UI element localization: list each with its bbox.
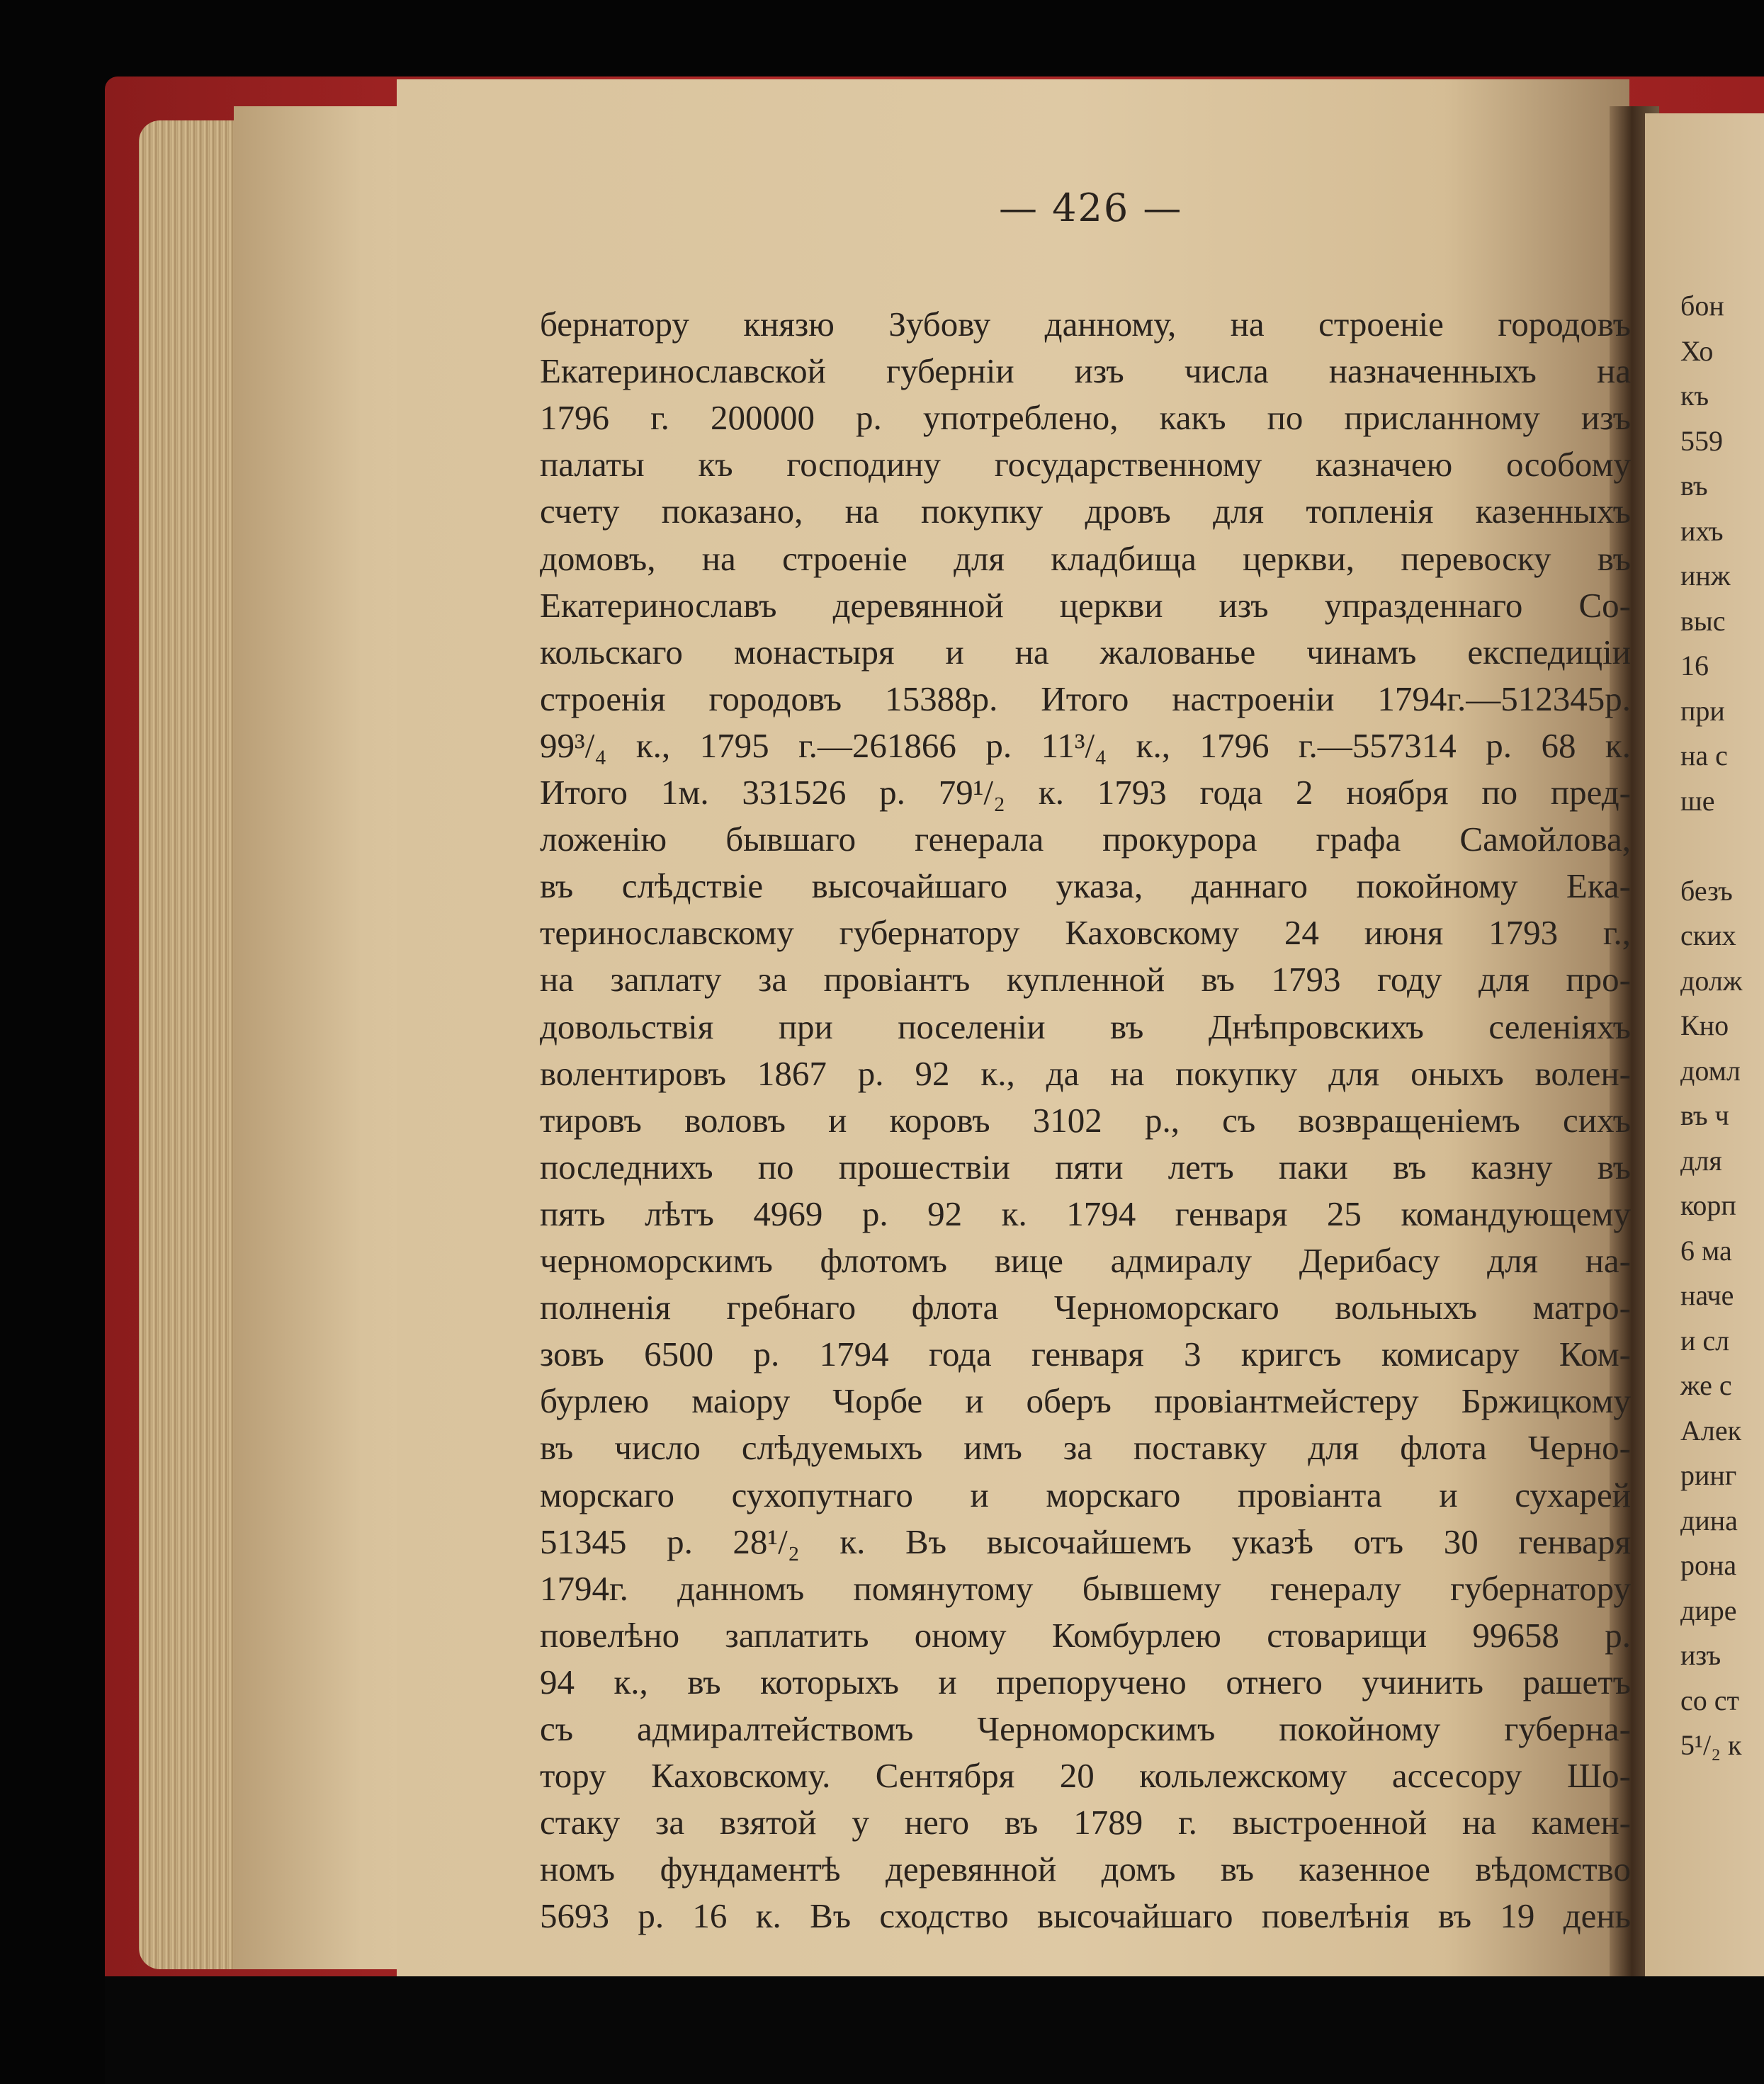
right-page-fragment: домл	[1680, 1054, 1741, 1087]
text-line: съ адмиралтействомъ Черноморскимъ покойному губерна-	[540, 1709, 1631, 1748]
text-line: последнихъ по прошествіи пяти летъ паки въ казну въ	[540, 1147, 1631, 1187]
right-page-fragment: безъ	[1680, 874, 1733, 907]
right-page-fragment: въ	[1680, 470, 1708, 502]
text-line: зовъ 6500 р. 1794 года генваря 3 кригсъ комисару Ком-	[540, 1335, 1631, 1374]
text-line: 99³/₄ к., 1795 г.—261866 р. 11³/₄ к., 1796 г.—557314 р. 68 к.	[540, 725, 1631, 765]
right-page-fragment: ских	[1680, 919, 1736, 951]
text-line: кольскаго монастыря и на жалованье чинамъ експедиціи	[540, 632, 1631, 672]
right-page-fragment: корп	[1680, 1189, 1736, 1221]
right-page-fragment: наче	[1680, 1279, 1734, 1311]
right-page-fragment: Алек	[1680, 1414, 1742, 1446]
text-line: теринославскому губернатору Каховскому 24 июня 1793 г.,	[540, 913, 1631, 953]
text-line: стаку за взятой у него въ 1789 г. выстроенной на камен-	[540, 1803, 1631, 1842]
text-line: 94 к., въ которыхъ и препоручено отнего учинить рашетъ	[540, 1662, 1631, 1701]
text-line: пять лѣтъ 4969 р. 92 к. 1794 генваря 25 командующему	[540, 1194, 1631, 1233]
text-line: ложенію бывшаго генерала прокурора графа Самойлова,	[540, 820, 1631, 859]
right-page-fragment: изъ	[1680, 1639, 1721, 1671]
right-page-fragment: 16	[1680, 650, 1709, 681]
text-line: строенія городовъ 15388р. Итого настроеніи 1794г.—512345р.	[540, 679, 1631, 718]
text-line: волентировъ 1867 р. 92 к., да на покупку для оныхъ волен-	[540, 1053, 1631, 1093]
page-number: — 426 —	[999, 186, 1183, 230]
text-line: довольствія при поселеніи въ Днѣпровскихъ селеніяхъ	[540, 1007, 1631, 1046]
text-line: 1796 г. 200000 р. употреблено, какъ по присланному изъ	[540, 398, 1631, 438]
background-bottom	[105, 1976, 1764, 2084]
text-line: полненія гребнаго флота Черноморскаго вольныхъ матро-	[540, 1288, 1631, 1327]
right-page-fragment: и сл	[1680, 1324, 1730, 1357]
text-line: 1794г. данномъ помянутому бывшему генералу губернатору	[540, 1568, 1631, 1608]
text-line: Итого 1м. 331526 р. 79¹/₂ к. 1793 года 2 ноября по пред-	[540, 773, 1631, 812]
right-page-fragment: выс	[1680, 604, 1726, 637]
text-line: черноморскимъ флотомъ вице адмиралу Дерибасу для на-	[540, 1241, 1631, 1280]
right-page-fragment: къ	[1680, 380, 1709, 412]
right-page-fragment: въ ч	[1680, 1099, 1729, 1131]
right-page-fragment: долж	[1680, 964, 1743, 997]
text-line: бернатору князю Зубову данному, на строеніе городовъ	[540, 305, 1631, 344]
text-line: тору Каховскому. Сентября 20 кольлежскому ассесору Шо-	[540, 1756, 1631, 1796]
right-page-fragment: ихъ	[1680, 514, 1724, 547]
right-page-fragment: 6 ма	[1680, 1234, 1732, 1267]
text-line: морскаго сухопутнаго и морскаго провіанта и сухарей	[540, 1475, 1631, 1514]
text-line: 5693 р. 16 к. Въ сходство высочайшаго повелѣнія въ 19 день	[540, 1896, 1631, 1936]
text-line: Екатеринославской губерніи изъ числа назначенныхъ на	[540, 351, 1631, 391]
right-page-fragment: при	[1680, 694, 1725, 727]
text-line: въ число слѣдуемыхъ имъ за поставку для флота Черно-	[540, 1428, 1631, 1468]
right-page-fragment: на с	[1680, 740, 1728, 771]
text-line: домовъ, на строеніе для кладбища церкви, перевоску въ	[540, 538, 1631, 578]
right-page-fragment: же с	[1680, 1369, 1732, 1401]
right-page-fragment: для	[1680, 1144, 1722, 1177]
text-line: счету показано, на покупку дровъ для топленія казенныхъ	[540, 492, 1631, 531]
text-line: бурлею маіору Чорбе и оберъ провіантмейстеру Бржицкому	[540, 1381, 1631, 1421]
right-page-fragment: бон	[1680, 290, 1724, 322]
right-page-fragment: 559	[1680, 424, 1723, 457]
right-page-fragment: ше	[1680, 784, 1715, 817]
right-page-fragment: ринг	[1680, 1459, 1737, 1491]
text-line: 51345 р. 28¹/₂ к. Въ высочайшемъ указѣ отъ 30 генваря	[540, 1522, 1631, 1561]
right-page-fragment: 5¹/₂ к	[1680, 1729, 1742, 1761]
right-page-fragment: Хо	[1680, 334, 1714, 367]
text-line: номъ фундаментѣ деревянной домъ въ казенное вѣдомство	[540, 1850, 1631, 1889]
text-line: палаты къ господину государственному казначею особому	[540, 445, 1631, 485]
right-page-fragment: инж	[1680, 560, 1731, 591]
text-line: тировъ воловъ и коровъ 3102 р., съ возвращеніемъ сихъ	[540, 1100, 1631, 1140]
text-line: на заплату за провіантъ купленной въ 1793 году для про-	[540, 960, 1631, 999]
text-line: повелѣно заплатить оному Комбурлею стоварищи 99658 р.	[540, 1615, 1631, 1655]
right-page-fragment: Кно	[1680, 1009, 1729, 1041]
right-page-fragment: со ст	[1680, 1684, 1739, 1716]
text-line: Екатеринославъ деревянной церкви изъ упразденнаго Со-	[540, 585, 1631, 625]
text-line: въ слѣдствіе высочайшаго указа, даннаго покойному Ека-	[540, 866, 1631, 906]
right-page-fragment: дире	[1680, 1594, 1737, 1626]
right-page-fragment: рона	[1680, 1549, 1737, 1581]
right-page-fragment: дина	[1680, 1504, 1738, 1536]
